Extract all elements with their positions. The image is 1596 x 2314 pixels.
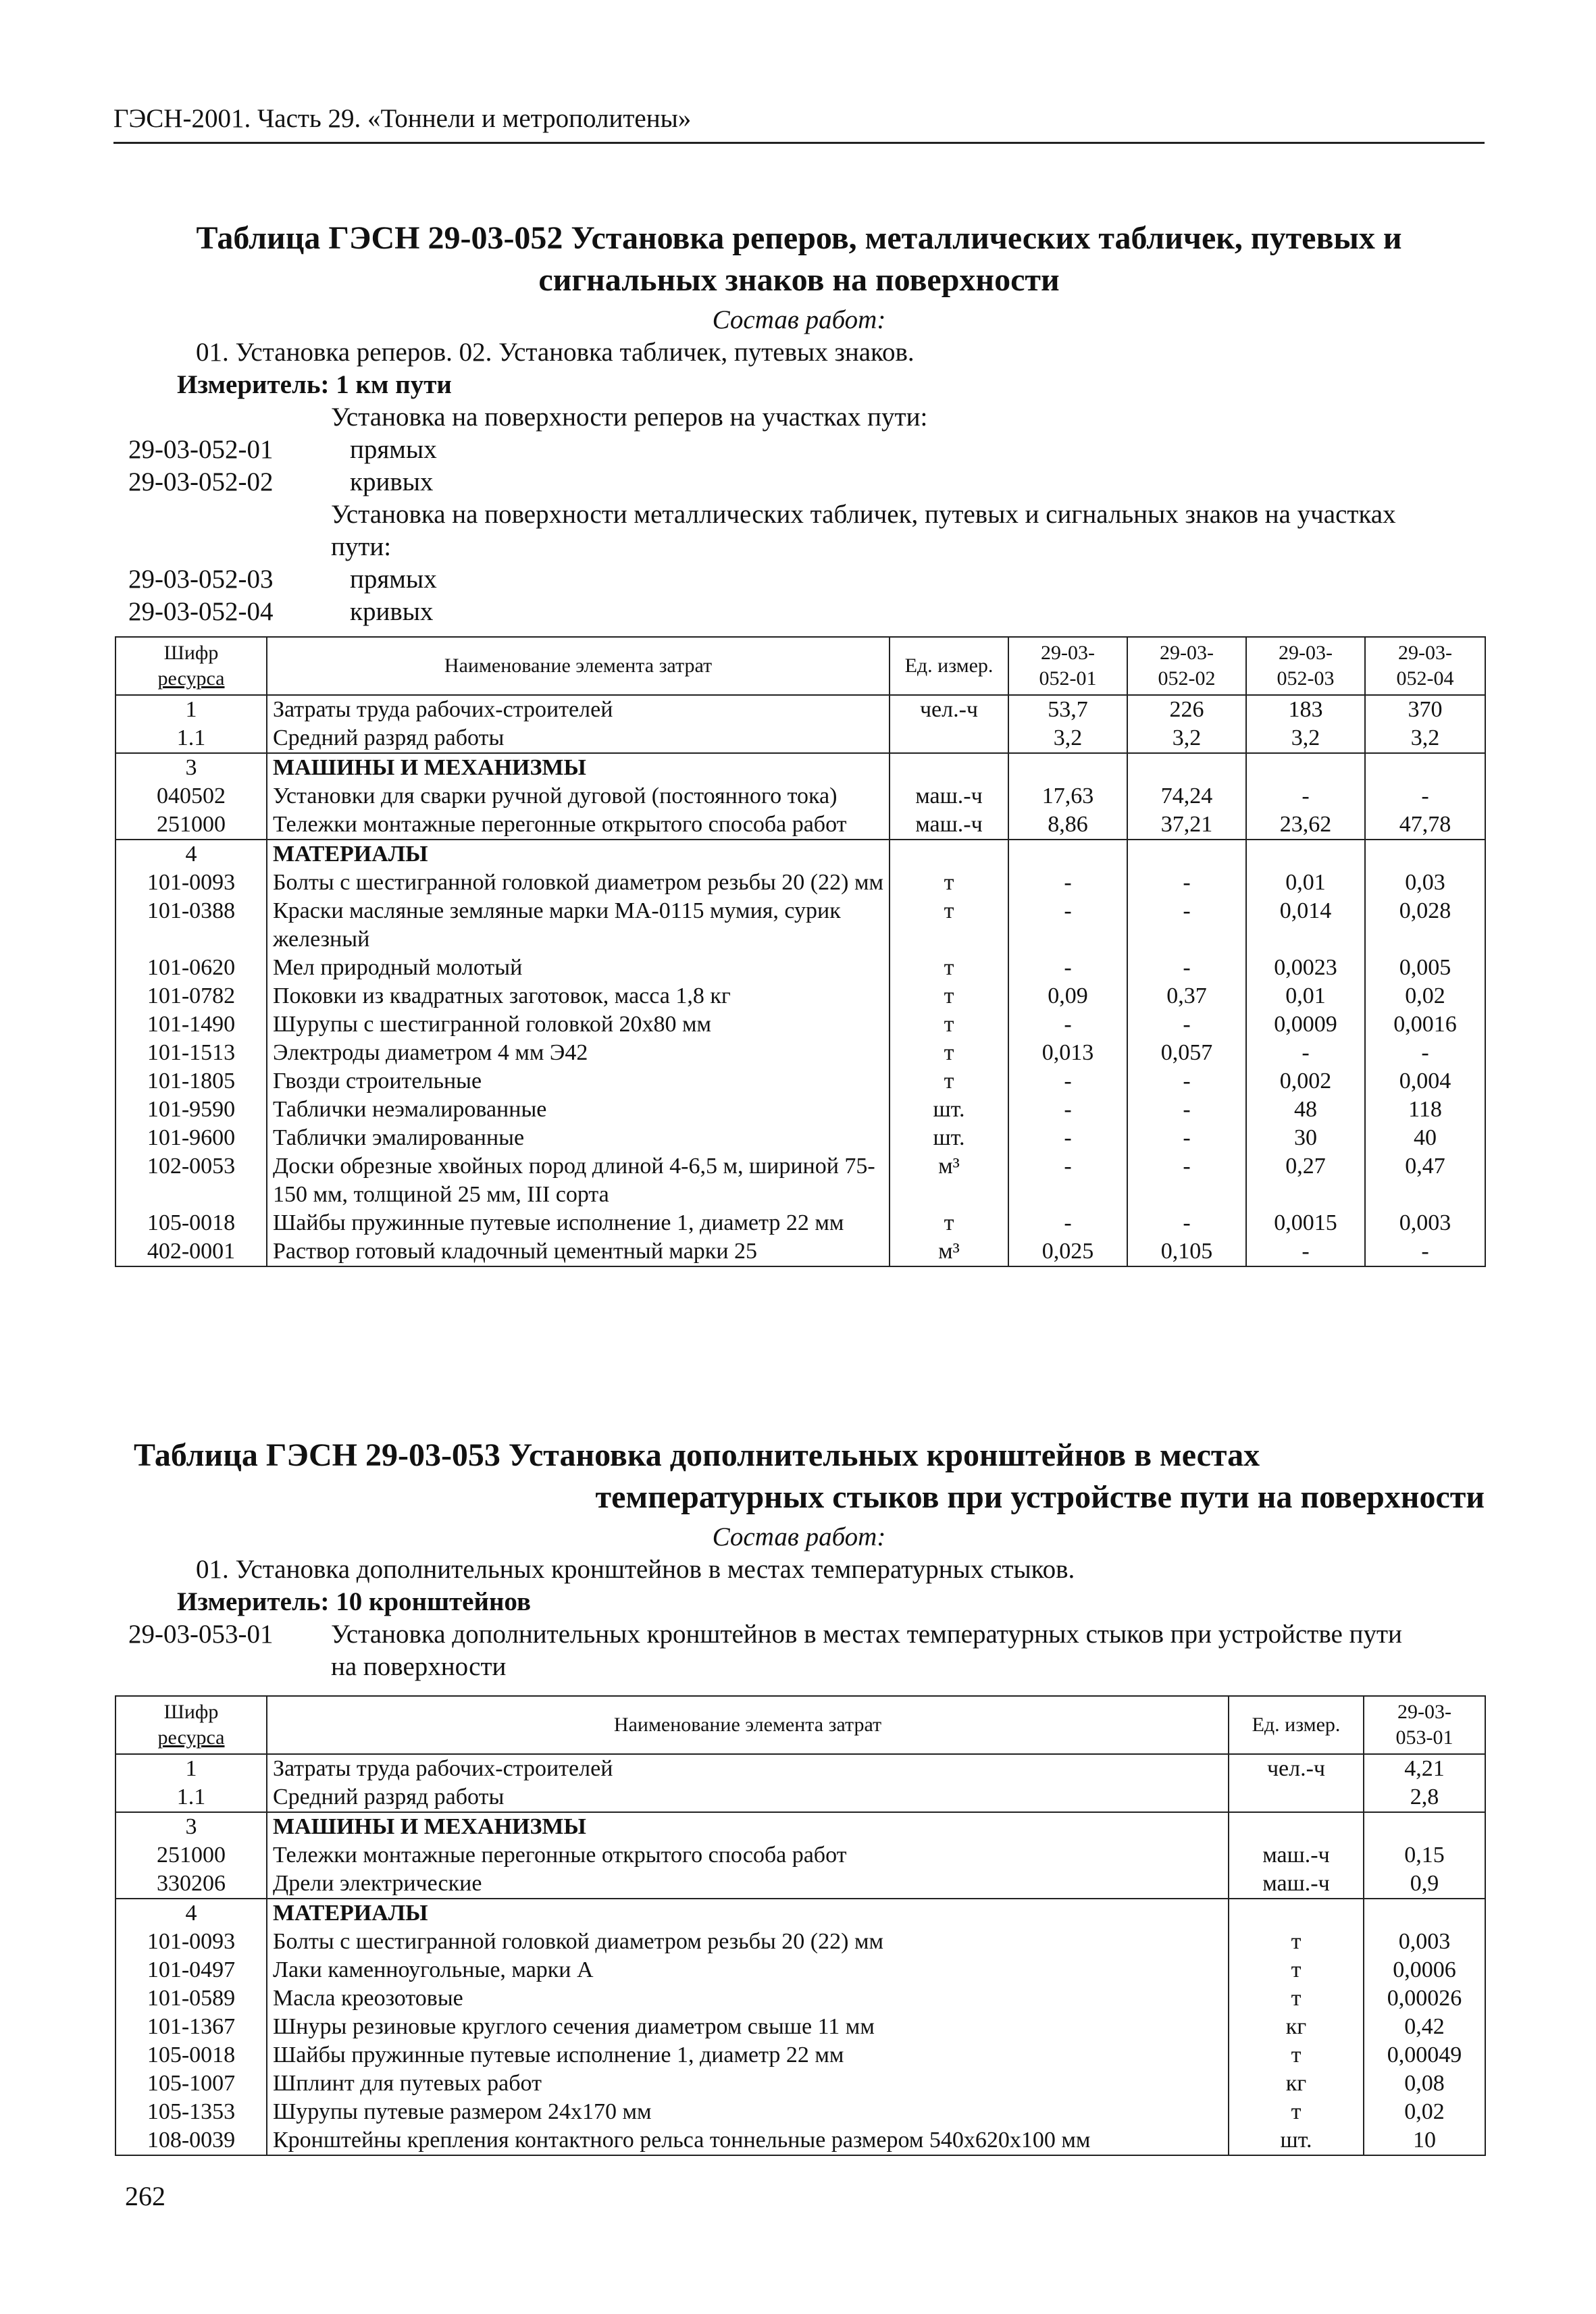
cell-code: 101-0782 <box>115 982 267 1010</box>
cell-unit <box>890 840 1008 869</box>
col-header-052-01: 29-03- 052-01 <box>1008 637 1127 695</box>
cell-unit: м³ <box>890 1237 1008 1266</box>
cell-name: Гвозди строительные <box>267 1067 890 1096</box>
cell-value: 0,0006 <box>1364 1956 1485 1984</box>
table-header-row <box>115 1696 1485 1754</box>
table-row <box>115 753 1485 782</box>
group1-caption-text: Установка на поверхности реперов на участках пути: <box>331 403 928 432</box>
cell-value: - <box>1127 1010 1246 1039</box>
cell-name: Шурупы с шестигранной головкой 20х80 мм <box>267 1010 890 1039</box>
cell-value: 0,08 <box>1364 2069 1485 2098</box>
cell-name: Шплинт для путевых работ <box>267 2069 1229 2098</box>
cell-value: 183 <box>1246 695 1365 724</box>
table-row <box>115 782 1485 811</box>
cell-name: Электроды диаметром 4 мм Э42 <box>267 1039 890 1067</box>
cell-unit: т <box>1229 2098 1364 2126</box>
cell-value: 0,025 <box>1008 1237 1127 1266</box>
table-header-row <box>115 637 1485 695</box>
cell-name: МАТЕРИАЛЫ <box>267 1899 1229 1928</box>
cell-value: 0,02 <box>1364 2098 1485 2126</box>
cell-value: 0,105 <box>1127 1237 1246 1266</box>
cell-unit: кг <box>1229 2069 1364 2098</box>
cell-value: - <box>1127 1067 1246 1096</box>
cell-value <box>1246 753 1365 782</box>
cell-value: 8,86 <box>1008 811 1127 840</box>
cell-value: - <box>1246 1237 1365 1266</box>
cell-value <box>1364 1812 1485 1841</box>
cell-name: МАШИНЫ И МЕХАНИЗМЫ <box>267 1812 1229 1841</box>
cell-value: - <box>1008 1010 1127 1039</box>
cell-code: 101-1490 <box>115 1010 267 1039</box>
cell-unit <box>1229 1899 1364 1928</box>
cell-value: 74,24 <box>1127 782 1246 811</box>
table-row <box>115 1841 1485 1870</box>
cell-code: 105-0018 <box>115 1209 267 1237</box>
table1-title <box>113 217 1485 301</box>
cell-code: 105-1353 <box>115 2098 267 2126</box>
cell-unit: шт. <box>1229 2126 1364 2155</box>
cell-value: 0,37 <box>1127 982 1246 1010</box>
table-row <box>115 1067 1485 1096</box>
table-row <box>115 1984 1485 2013</box>
table1-sostav-label: Состав работ: <box>712 305 886 334</box>
cell-unit: маш.-ч <box>1229 1870 1364 1899</box>
cell-value: - <box>1127 1096 1246 1124</box>
table-row <box>115 954 1485 982</box>
cell-value: - <box>1365 1237 1485 1266</box>
cell-unit: маш.-ч <box>890 811 1008 840</box>
cell-name: Масла креозотовые <box>267 1984 1229 2013</box>
cell-unit: т <box>890 1209 1008 1237</box>
cell-value: 47,78 <box>1365 811 1485 840</box>
cell-unit: т <box>1229 1956 1364 1984</box>
col-header-unit: Ед. измер. <box>1229 1696 1364 1754</box>
col-header-code: Шифр ресурса <box>115 1696 267 1754</box>
cell-value: 0,01 <box>1246 869 1365 897</box>
cell-value: 0,0016 <box>1365 1010 1485 1039</box>
cell-value: - <box>1008 1096 1127 1124</box>
cell-value: - <box>1008 1067 1127 1096</box>
cell-unit: т <box>890 897 1008 954</box>
item-text-line1: Установка дополнительных кронштейнов в местах температурных стыков при устройстве пути <box>331 1620 1402 1649</box>
cell-code: 101-9600 <box>115 1124 267 1152</box>
cell-value: 0,0023 <box>1246 954 1365 982</box>
cell-value: - <box>1008 869 1127 897</box>
cell-unit: м³ <box>890 1152 1008 1209</box>
item-code: 29-03-052-01 <box>128 435 274 464</box>
table-row <box>115 1039 1485 1067</box>
item-text: прямых <box>350 565 437 594</box>
cell-value: 0,0015 <box>1246 1209 1365 1237</box>
table-row <box>115 897 1485 954</box>
cell-name: Раствор готовый кладочный цементный марки 25 <box>267 1237 890 1266</box>
cell-value: - <box>1127 1209 1246 1237</box>
cell-code: 101-1367 <box>115 2013 267 2041</box>
cell-value: 30 <box>1246 1124 1365 1152</box>
table-row <box>115 1870 1485 1899</box>
cell-value: 2,8 <box>1364 1783 1485 1812</box>
cell-name: Тележки монтажные перегонные открытого способа работ <box>267 811 890 840</box>
running-header: ГЭСН-2001. Часть 29. «Тоннели и метрополитены» <box>113 103 1485 144</box>
cell-code: 105-1007 <box>115 2069 267 2098</box>
cell-code: 3 <box>115 1812 267 1841</box>
cell-value: 0,003 <box>1364 1928 1485 1956</box>
col-header-code: Шифр ресурса <box>115 637 267 695</box>
cell-unit: т <box>890 1039 1008 1067</box>
cell-value: - <box>1127 1152 1246 1209</box>
item-code: 29-03-052-03 <box>128 565 274 594</box>
cell-code: 1.1 <box>115 1783 267 1812</box>
cell-code: 101-0589 <box>115 1984 267 2013</box>
cell-code: 1.1 <box>115 724 267 753</box>
col-header-052-02: 29-03- 052-02 <box>1127 637 1246 695</box>
table2-title-line1: Таблица ГЭСН 29-03-053 Установка дополнительных кронштейнов в местах <box>134 1437 1260 1473</box>
cell-code: 102-0053 <box>115 1152 267 1209</box>
cell-name: Тележки монтажные перегонные открытого способа работ <box>267 1841 1229 1870</box>
item-text: кривых <box>350 597 434 626</box>
cell-unit: т <box>1229 1928 1364 1956</box>
cell-value: 3,2 <box>1365 724 1485 753</box>
cell-value: 226 <box>1127 695 1246 724</box>
cell-value: - <box>1008 1124 1127 1152</box>
cell-name: МАШИНЫ И МЕХАНИЗМЫ <box>267 753 890 782</box>
cell-unit: т <box>1229 2041 1364 2069</box>
table-row <box>115 1754 1485 1783</box>
table-row <box>115 982 1485 1010</box>
cell-value: - <box>1127 954 1246 982</box>
cell-name: Мел природный молотый <box>267 954 890 982</box>
resource-table-2 <box>115 1695 1486 2156</box>
cell-code: 1 <box>115 695 267 724</box>
table-row <box>115 1096 1485 1124</box>
cell-unit: т <box>890 954 1008 982</box>
item-code: 29-03-053-01 <box>128 1620 274 1649</box>
cell-name: Таблички эмалированные <box>267 1124 890 1152</box>
cell-code: 101-0620 <box>115 954 267 982</box>
cell-value: 4,21 <box>1364 1754 1485 1783</box>
table-row <box>115 695 1485 724</box>
cell-value: 0,02 <box>1365 982 1485 1010</box>
cell-value: 370 <box>1365 695 1485 724</box>
cell-code: 108-0039 <box>115 2126 267 2155</box>
table1-title-line1: Таблица ГЭСН 29-03-052 Установка реперов, металлических табличек, путевых и <box>196 220 1402 256</box>
cell-name: Средний разряд работы <box>267 724 890 753</box>
table2-sostav-text: 01. Установка дополнительных кронштейнов в местах температурных стыков. <box>196 1555 1075 1584</box>
cell-value: - <box>1008 1209 1127 1237</box>
cell-code: 101-9590 <box>115 1096 267 1124</box>
table-row <box>115 2098 1485 2126</box>
cell-value: 0,005 <box>1365 954 1485 982</box>
cell-value: - <box>1008 897 1127 954</box>
resource-table-1 <box>115 636 1486 1267</box>
cell-code: 101-1513 <box>115 1039 267 1067</box>
item-text-line2: на поверхности <box>331 1652 507 1681</box>
cell-code: 101-0093 <box>115 1928 267 1956</box>
cell-value: 3,2 <box>1246 724 1365 753</box>
cell-code: 101-0093 <box>115 869 267 897</box>
cell-unit: маш.-ч <box>890 782 1008 811</box>
cell-value: 0,15 <box>1364 1841 1485 1870</box>
table1-sostav-text: 01. Установка реперов. 02. Установка табличек, путевых знаков. <box>196 338 915 367</box>
table-row <box>115 1152 1485 1209</box>
cell-unit: т <box>890 869 1008 897</box>
table2-izmeritel: Измеритель: 10 кронштейнов <box>177 1587 532 1616</box>
cell-unit: т <box>890 1067 1008 1096</box>
table-row <box>115 1928 1485 1956</box>
item-code: 29-03-052-04 <box>128 597 274 626</box>
col-header-unit: Ед. измер. <box>890 637 1008 695</box>
cell-code: 101-0497 <box>115 1956 267 1984</box>
cell-value: 3,2 <box>1127 724 1246 753</box>
cell-value: 0,002 <box>1246 1067 1365 1096</box>
table-row <box>115 1237 1485 1266</box>
cell-code: 040502 <box>115 782 267 811</box>
item-text: прямых <box>350 435 437 464</box>
cell-unit: шт. <box>890 1124 1008 1152</box>
cell-unit <box>1229 1812 1364 1841</box>
cell-value: - <box>1008 1152 1127 1209</box>
col-header-052-03: 29-03- 052-03 <box>1246 637 1365 695</box>
cell-unit: т <box>1229 1984 1364 2013</box>
cell-name: Поковки из квадратных заготовок, масса 1,8 кг <box>267 982 890 1010</box>
cell-value: 23,62 <box>1246 811 1365 840</box>
item-code: 29-03-052-02 <box>128 467 274 496</box>
cell-value: 0,09 <box>1008 982 1127 1010</box>
cell-unit: чел.-ч <box>1229 1754 1364 1783</box>
cell-code: 402-0001 <box>115 1237 267 1266</box>
cell-value: 0,01 <box>1246 982 1365 1010</box>
cell-code: 251000 <box>115 811 267 840</box>
cell-name: Лаки каменноугольные, марки А <box>267 1956 1229 1984</box>
cell-name: Средний разряд работы <box>267 1783 1229 1812</box>
table-row <box>115 1209 1485 1237</box>
table1-title-line2: сигнальных знаков на поверхности <box>538 262 1060 298</box>
cell-name: Кронштейны крепления контактного рельса тоннельные размером 540х620х100 мм <box>267 2126 1229 2155</box>
group2-caption-line1: Установка на поверхности металлических табличек, путевых и сигнальных знаков на участках <box>331 500 1396 529</box>
cell-name: Установки для сварки ручной дуговой (постоянного тока) <box>267 782 890 811</box>
cell-value: 0,03 <box>1365 869 1485 897</box>
cell-value <box>1008 840 1127 869</box>
cell-value <box>1365 753 1485 782</box>
cell-value: 10 <box>1364 2126 1485 2155</box>
cell-value: 0,00026 <box>1364 1984 1485 2013</box>
cell-name: Затраты труда рабочих-строителей <box>267 695 890 724</box>
cell-code: 105-0018 <box>115 2041 267 2069</box>
cell-name: Доски обрезные хвойных пород длиной 4-6,5 м, шириной 75-150 мм, толщиной 25 мм, III сорта <box>267 1152 890 1209</box>
cell-value <box>1365 840 1485 869</box>
cell-unit <box>890 753 1008 782</box>
cell-value <box>1246 840 1365 869</box>
cell-value: - <box>1008 954 1127 982</box>
cell-unit: чел.-ч <box>890 695 1008 724</box>
cell-value: 0,004 <box>1365 1067 1485 1096</box>
cell-code: 101-0388 <box>115 897 267 954</box>
cell-unit: шт. <box>890 1096 1008 1124</box>
table-row <box>115 2041 1485 2069</box>
cell-value: - <box>1246 782 1365 811</box>
cell-value: 17,63 <box>1008 782 1127 811</box>
table-row <box>115 2126 1485 2155</box>
cell-name: Болты с шестигранной головкой диаметром резьбы 20 (22) мм <box>267 869 890 897</box>
cell-name: Шайбы пружинные путевые исполнение 1, диаметр 22 мм <box>267 1209 890 1237</box>
cell-value: 53,7 <box>1008 695 1127 724</box>
cell-value: - <box>1127 1124 1246 1152</box>
cell-unit <box>1229 1783 1364 1812</box>
cell-unit: кг <box>1229 2013 1364 2041</box>
table-row <box>115 1783 1485 1812</box>
cell-name: Шайбы пружинные путевые исполнение 1, диаметр 22 мм <box>267 2041 1229 2069</box>
cell-name: Затраты труда рабочих-строителей <box>267 1754 1229 1783</box>
table-row <box>115 1124 1485 1152</box>
cell-value: - <box>1246 1039 1365 1067</box>
cell-value: 0,057 <box>1127 1039 1246 1067</box>
page-number: 262 <box>125 2181 165 2211</box>
col-header-053-01: 29-03- 053-01 <box>1364 1696 1485 1754</box>
cell-value: 0,013 <box>1008 1039 1127 1067</box>
cell-code: 251000 <box>115 1841 267 1870</box>
table-row <box>115 840 1485 869</box>
table-row <box>115 811 1485 840</box>
cell-value: 0,9 <box>1364 1870 1485 1899</box>
table-row <box>115 869 1485 897</box>
cell-code: 4 <box>115 840 267 869</box>
cell-value: - <box>1365 782 1485 811</box>
cell-name: Дрели электрические <box>267 1870 1229 1899</box>
col-header-name: Наименование элемента затрат <box>267 1696 1229 1754</box>
cell-value: 0,27 <box>1246 1152 1365 1209</box>
cell-code: 4 <box>115 1899 267 1928</box>
cell-value <box>1364 1899 1485 1928</box>
col-header-052-04: 29-03- 052-04 <box>1365 637 1485 695</box>
cell-value: 0,00049 <box>1364 2041 1485 2069</box>
table-row <box>115 1899 1485 1928</box>
cell-name: Шнуры резиновые круглого сечения диаметром свыше 11 мм <box>267 2013 1229 2041</box>
table-row <box>115 1010 1485 1039</box>
item-text: кривых <box>350 467 434 496</box>
table-row <box>115 2069 1485 2098</box>
cell-value: 0,47 <box>1365 1152 1485 1209</box>
cell-value <box>1008 753 1127 782</box>
cell-unit: маш.-ч <box>1229 1841 1364 1870</box>
cell-name: МАТЕРИАЛЫ <box>267 840 890 869</box>
table-row <box>115 1812 1485 1841</box>
col-header-name: Наименование элемента затрат <box>267 637 890 695</box>
cell-code: 101-1805 <box>115 1067 267 1096</box>
cell-value: - <box>1127 897 1246 954</box>
cell-code: 3 <box>115 753 267 782</box>
cell-unit <box>890 724 1008 753</box>
cell-value: 48 <box>1246 1096 1365 1124</box>
cell-value: 0,42 <box>1364 2013 1485 2041</box>
cell-name: Краски масляные земляные марки МА-0115 мумия, сурик железный <box>267 897 890 954</box>
table2-title-line2: температурных стыков при устройстве пути на поверхности <box>595 1479 1485 1515</box>
cell-unit: т <box>890 982 1008 1010</box>
cell-value: - <box>1127 869 1246 897</box>
table1-izmeritel: Измеритель: 1 км пути <box>177 370 452 399</box>
cell-value <box>1127 753 1246 782</box>
cell-value <box>1127 840 1246 869</box>
cell-value: 3,2 <box>1008 724 1127 753</box>
cell-value: 0,014 <box>1246 897 1365 954</box>
group2-caption-line2: пути: <box>331 532 392 561</box>
table-row <box>115 724 1485 753</box>
cell-name: Шурупы путевые размером 24х170 мм <box>267 2098 1229 2126</box>
table-row <box>115 1956 1485 1984</box>
cell-value: 40 <box>1365 1124 1485 1152</box>
cell-value: 118 <box>1365 1096 1485 1124</box>
cell-value: 37,21 <box>1127 811 1246 840</box>
table2-title <box>113 1435 1485 1518</box>
table2-sostav-label: Состав работ: <box>712 1522 886 1551</box>
table-row <box>115 2013 1485 2041</box>
cell-value: 0,003 <box>1365 1209 1485 1237</box>
cell-code: 330206 <box>115 1870 267 1899</box>
cell-value: 0,028 <box>1365 897 1485 954</box>
cell-value: 0,0009 <box>1246 1010 1365 1039</box>
cell-name: Болты с шестигранной головкой диаметром резьбы 20 (22) мм <box>267 1928 1229 1956</box>
cell-unit: т <box>890 1010 1008 1039</box>
cell-code: 1 <box>115 1754 267 1783</box>
cell-value: - <box>1365 1039 1485 1067</box>
cell-name: Таблички неэмалированные <box>267 1096 890 1124</box>
